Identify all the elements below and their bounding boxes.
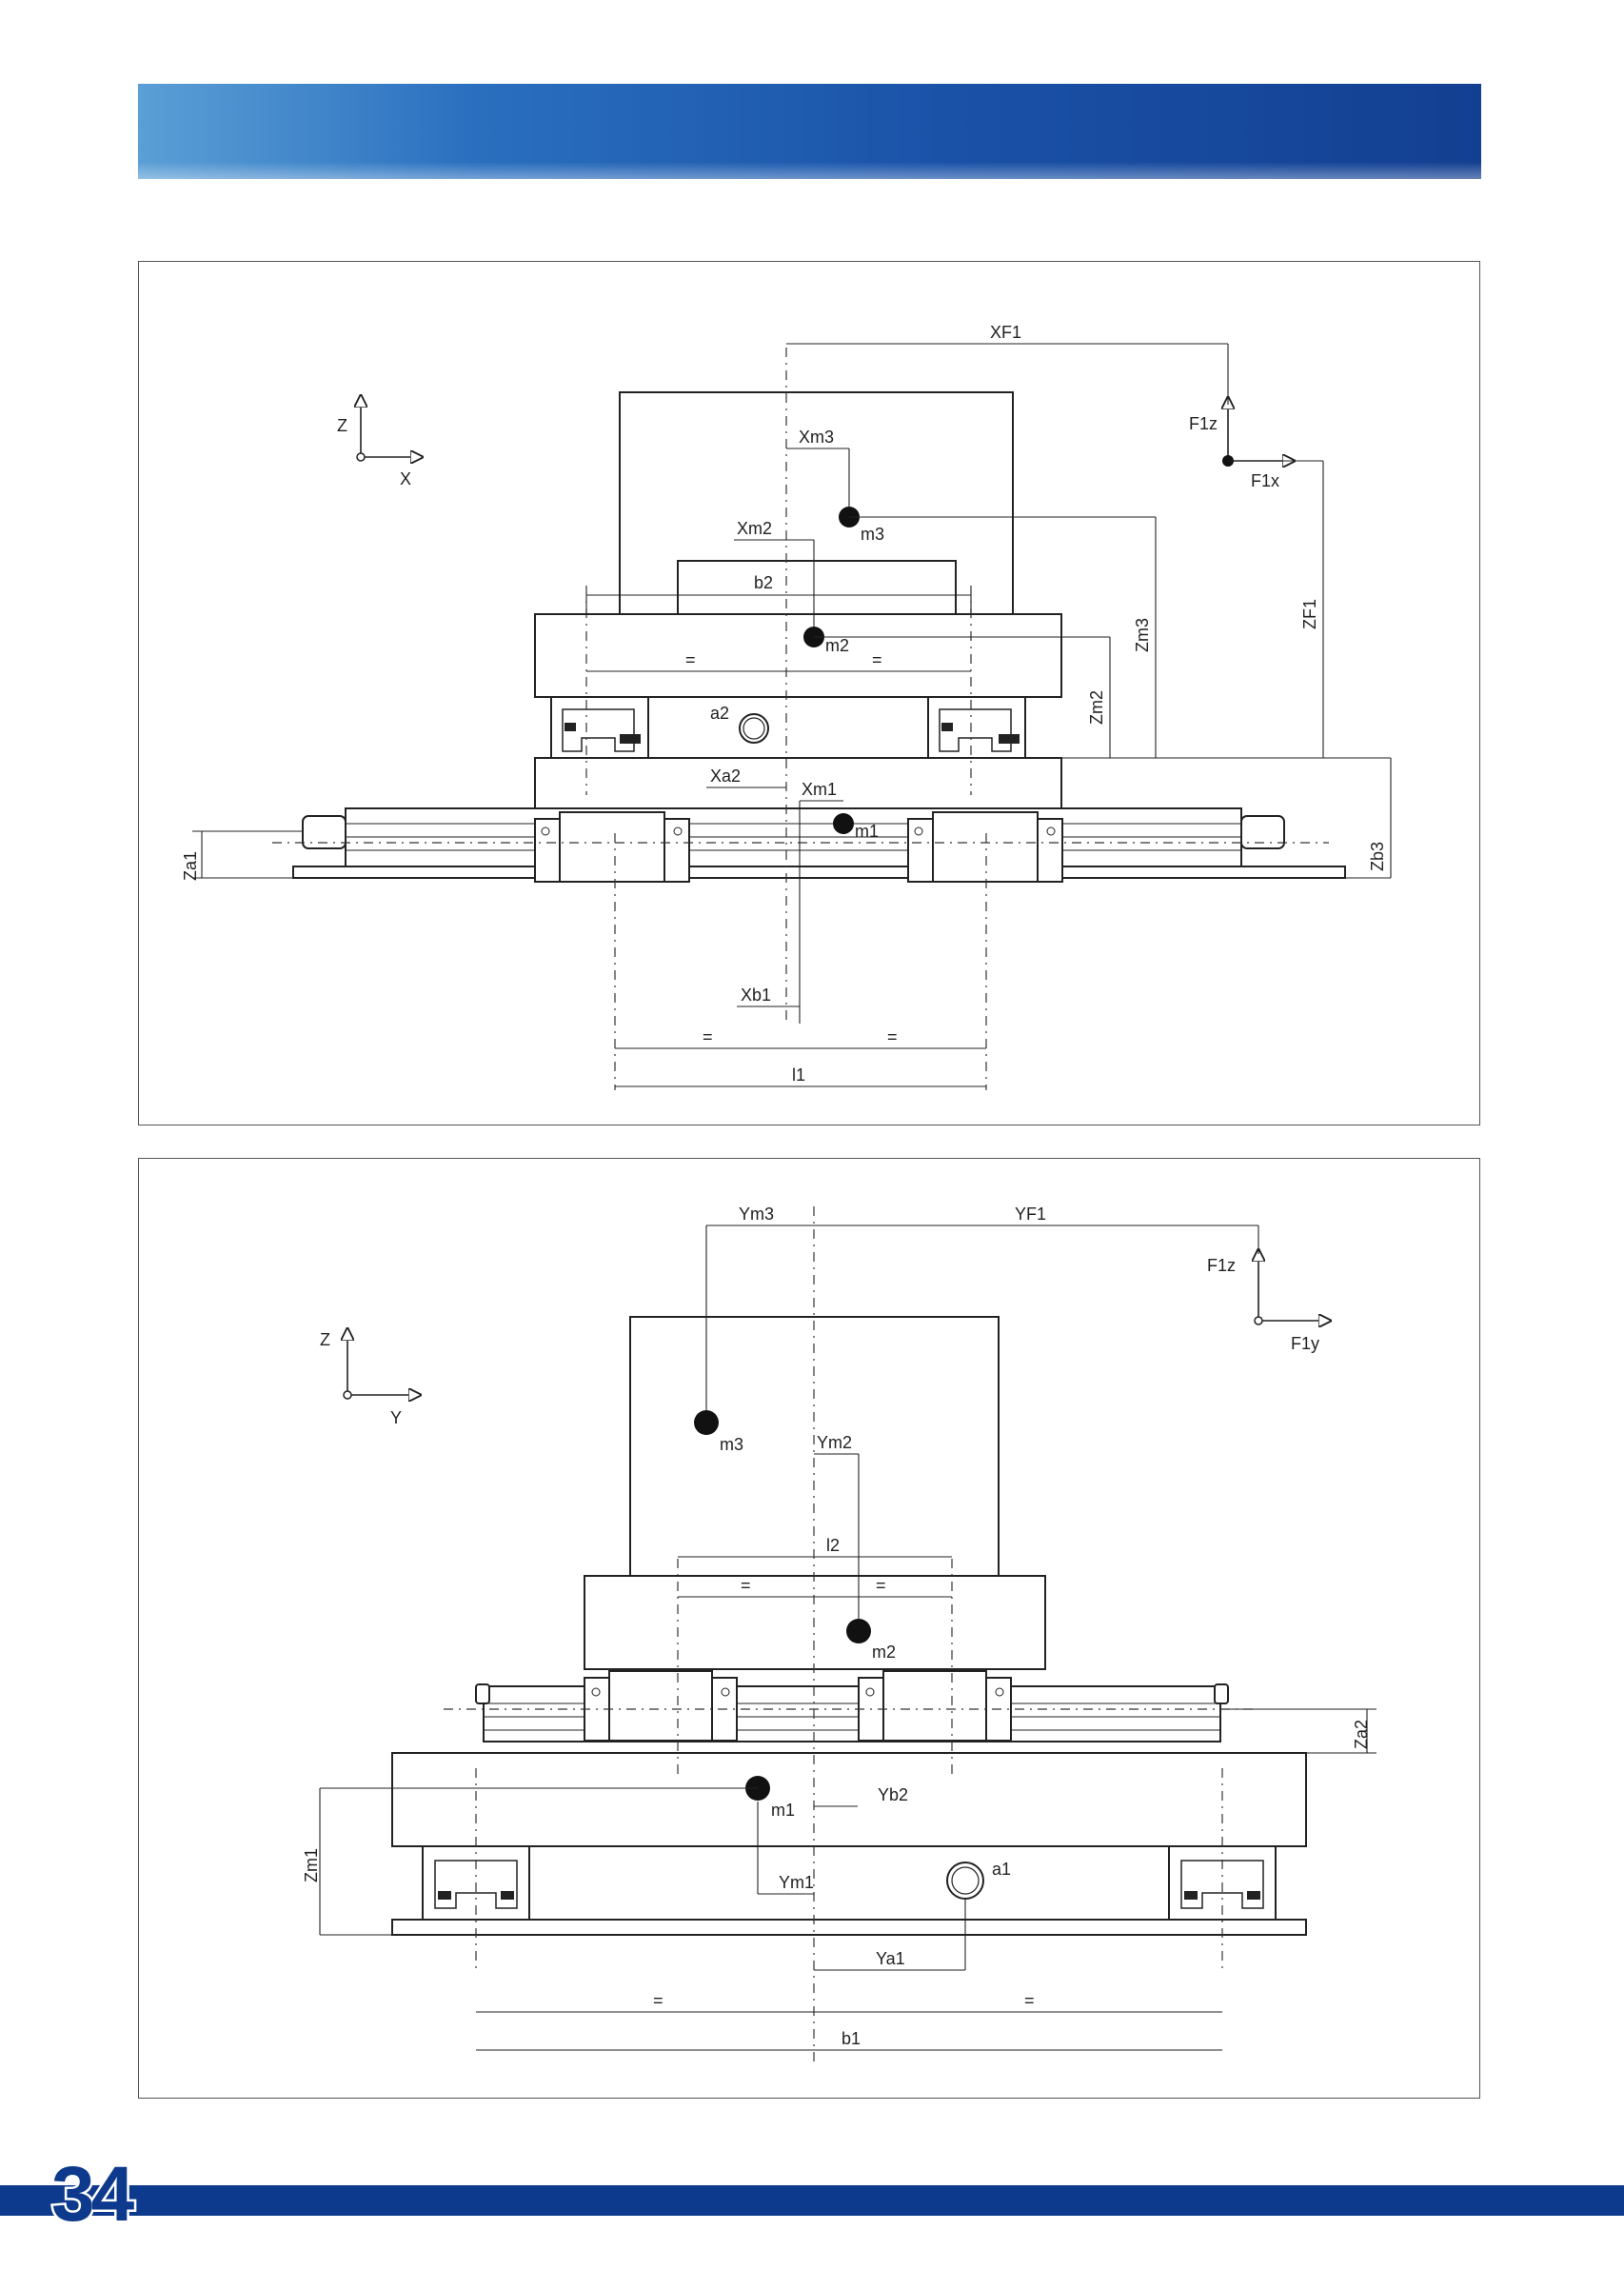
dim-label-xm1: Xm1 <box>802 780 838 799</box>
dim-label-zf1: ZF1 <box>1300 598 1319 629</box>
mass-label-m2: m2 <box>872 1643 897 1662</box>
dim-label-ym3: Ym3 <box>739 1205 775 1224</box>
b2-block <box>678 561 956 616</box>
dim-label-za1: Za1 <box>181 850 200 881</box>
dim-label-ym2: Ym2 <box>817 1433 853 1452</box>
dim-label-ym1: Ym1 <box>779 1873 815 1892</box>
dim-equal-lower-left: = <box>703 1027 713 1046</box>
dim-label-xm2: Xm2 <box>737 519 773 538</box>
coordinate-axes-xz <box>337 401 417 488</box>
force-f1-symbol-yz <box>1207 1255 1325 1353</box>
dim-label-b2: b2 <box>754 573 774 592</box>
coordinate-axes-yz <box>320 1330 415 1427</box>
force-label-f1y: F1y <box>1291 1334 1320 1353</box>
axis-label-z: Z <box>337 416 347 435</box>
dim-label-xm3: Xm3 <box>799 428 835 447</box>
dim-equal-lower-right: = <box>887 1027 898 1046</box>
xz-view-panel <box>138 261 1480 1125</box>
dim-label-xa2: Xa2 <box>710 767 742 786</box>
header-banner <box>138 84 1481 179</box>
upper-carriage <box>584 1576 1045 1669</box>
force-label-f1z: F1z <box>1189 414 1218 433</box>
base-plate <box>392 1920 1306 1935</box>
footer-band <box>0 2185 1624 2216</box>
dim-equal-lower-right: = <box>1024 1991 1035 2010</box>
mass-label-m3: m3 <box>861 525 885 544</box>
dim-equal-upper-right: = <box>872 650 882 669</box>
dim-label-zb3: Zb3 <box>1368 841 1387 871</box>
axis-label-y: Y <box>390 1408 403 1427</box>
lower-guide-block-right <box>908 812 1062 882</box>
mass-label-m2: m2 <box>825 636 850 655</box>
mass-label-m1: m1 <box>855 822 880 841</box>
upper-guide-block-right <box>928 697 1025 758</box>
dim-label-za2: Za2 <box>1352 1719 1371 1749</box>
mass-label-m1: m1 <box>771 1801 796 1820</box>
dim-equal-upper-right: = <box>876 1576 886 1595</box>
dim-label-yf1: YF1 <box>1015 1205 1047 1224</box>
dim-equal-upper-left: = <box>685 650 696 669</box>
force-label-f1z: F1z <box>1207 1256 1237 1275</box>
accel-point-a1-label: a1 <box>992 1860 1012 1879</box>
force-f1-symbol <box>1189 403 1289 490</box>
lower-carriage <box>392 1753 1306 1846</box>
dim-label-ya1: Ya1 <box>876 1949 905 1968</box>
upper-guide-block-right <box>859 1671 1011 1741</box>
top-load-body <box>630 1317 999 1576</box>
force-label-f1x: F1x <box>1251 471 1280 490</box>
yz-view-drawing <box>139 1159 1481 2100</box>
dim-label-xb1: Xb1 <box>741 986 772 1005</box>
axis-label-z: Z <box>320 1330 330 1349</box>
dim-label-b1: b1 <box>842 2029 862 2048</box>
dim-label-zm1: Zm1 <box>302 1848 321 1882</box>
mass-label-m3: m3 <box>720 1435 744 1454</box>
upper-guide-block-left <box>551 697 648 758</box>
axis-label-x: X <box>400 469 412 488</box>
base-plate <box>293 866 1345 878</box>
dim-label-zm2: Zm2 <box>1087 690 1106 725</box>
yz-view-panel <box>138 1158 1480 2099</box>
dim-equal-lower-left: = <box>653 1991 663 2010</box>
dim-equal-upper-left: = <box>741 1576 751 1595</box>
xz-view-drawing <box>139 262 1481 1126</box>
upper-carriage <box>535 614 1061 697</box>
dim-label-zm3: Zm3 <box>1133 618 1152 652</box>
accel-point-a2-label: a2 <box>710 704 730 723</box>
lower-guide-block-left <box>535 812 689 882</box>
dim-label-l2: l2 <box>826 1536 841 1555</box>
dim-label-l1: l1 <box>792 1065 806 1085</box>
dim-label-xf1: XF1 <box>990 323 1022 342</box>
upper-guide-block-left <box>584 1671 737 1741</box>
dim-label-yb2: Yb2 <box>878 1785 909 1804</box>
page-number: 34 <box>51 2151 131 2238</box>
